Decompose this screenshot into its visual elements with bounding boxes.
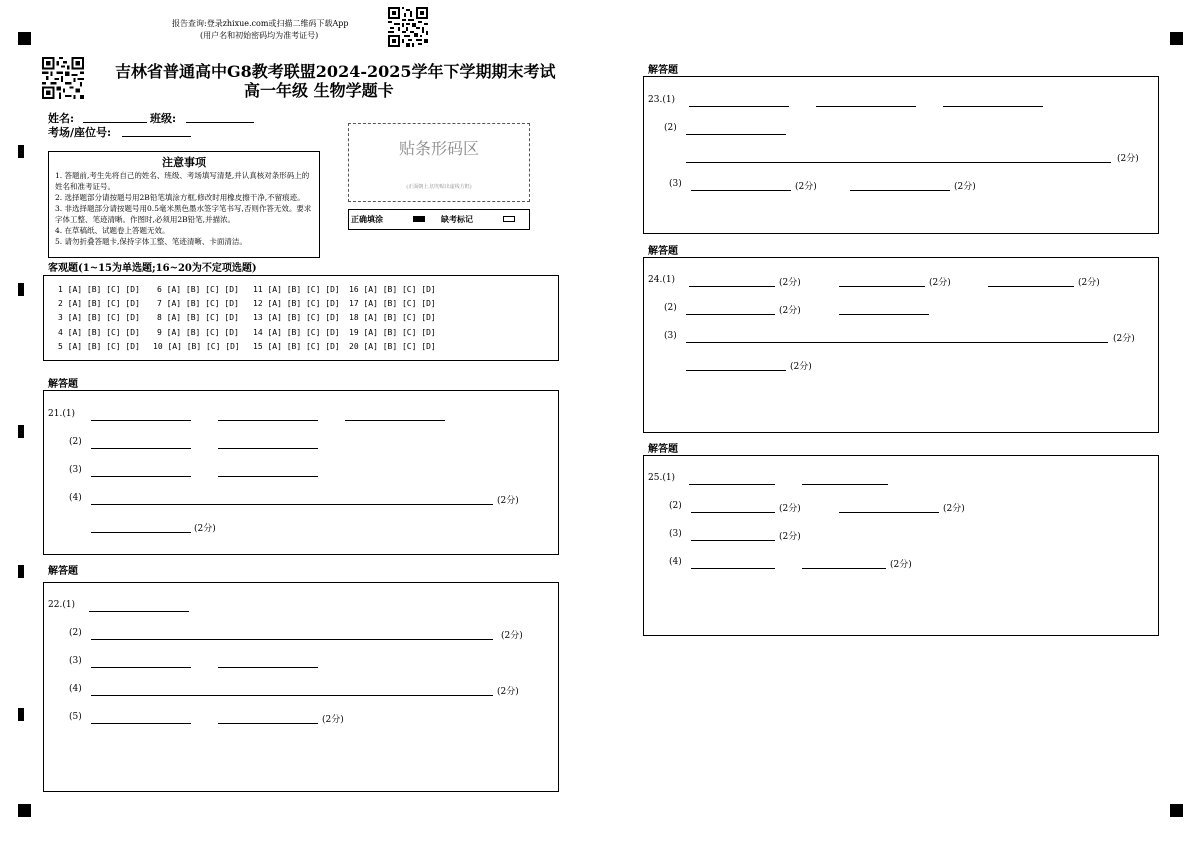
- notice-item: 2. 选择题部分请按题号用2B铅笔填涂方框,修改时用橡皮擦干净,不留痕迹。: [55, 193, 305, 202]
- notice-item: 1. 答题前,考生先将自己的姓名、班级、考场填写清楚,并认真核对条形码上的姓名和准考证号。: [55, 171, 310, 191]
- correct-fill-label: 正确填涂: [351, 214, 383, 224]
- absent-mark-checkbox[interactable]: [503, 216, 515, 222]
- qr-code-icon: [388, 7, 428, 47]
- answer-line[interactable]: [686, 134, 786, 135]
- answer-line[interactable]: [691, 568, 775, 569]
- answer-line[interactable]: [839, 286, 925, 287]
- answer-line[interactable]: [91, 639, 493, 640]
- q23-3-label: (3): [669, 179, 682, 189]
- report-query-note: 报告查询:登录zhixue.com或扫描二维码下载App: [172, 19, 349, 28]
- answer-line[interactable]: [686, 342, 1108, 343]
- points-label: (2分): [929, 278, 951, 288]
- points-label: (2分): [954, 182, 976, 192]
- answer-line[interactable]: [89, 611, 189, 612]
- choice-q5[interactable]: 5 [A] [B] [C] [D]: [58, 342, 140, 351]
- answer-line[interactable]: [91, 504, 493, 505]
- absent-mark-label: 缺考标记: [441, 214, 473, 224]
- answer-line[interactable]: [689, 484, 775, 485]
- choice-q17[interactable]: 17 [A] [B] [C] [D]: [349, 299, 436, 308]
- class-field[interactable]: [186, 122, 254, 123]
- points-label: (2分): [497, 496, 519, 506]
- objective-box: [43, 275, 559, 361]
- choice-q11[interactable]: 11 [A] [B] [C] [D]: [253, 285, 340, 294]
- notice-box: [48, 151, 320, 258]
- points-label: (2分): [890, 560, 912, 570]
- answer-box-q22: [43, 582, 559, 792]
- answer-line[interactable]: [689, 286, 775, 287]
- q21-3-label: (3): [69, 465, 82, 475]
- answer-line[interactable]: [689, 106, 789, 107]
- q21-1-label: 21.(1): [48, 409, 76, 419]
- timing-mark-side: [18, 425, 24, 438]
- q22-5-label: (5): [69, 712, 82, 722]
- q25-1-label: 25.(1): [648, 473, 676, 483]
- choice-q4[interactable]: 4 [A] [B] [C] [D]: [58, 328, 140, 337]
- choice-q20[interactable]: 20 [A] [B] [C] [D]: [349, 342, 436, 351]
- section-heading: 解答题: [648, 246, 678, 257]
- q22-2-label: (2): [69, 628, 82, 638]
- answer-box-q21: [43, 390, 559, 555]
- choice-q16[interactable]: 16 [A] [B] [C] [D]: [349, 285, 436, 294]
- choice-q1[interactable]: 1 [A] [B] [C] [D]: [58, 285, 140, 294]
- answer-line[interactable]: [839, 512, 939, 513]
- credential-note: (用户名和初始密码均为准考证号): [200, 31, 319, 40]
- q22-1-label: 22.(1): [48, 600, 76, 610]
- timing-mark-top-left: [18, 32, 31, 45]
- barcode-area: [348, 123, 530, 202]
- section-heading: 解答题: [648, 65, 678, 76]
- class-label: 班级:: [150, 112, 177, 125]
- q25-4-label: (4): [669, 557, 682, 567]
- choice-q13[interactable]: 13 [A] [B] [C] [D]: [253, 313, 340, 322]
- answer-line[interactable]: [691, 540, 775, 541]
- name-label: 姓名:: [48, 112, 75, 125]
- timing-mark-side: [18, 283, 24, 296]
- points-label: (2分): [1117, 154, 1139, 164]
- points-label: (2分): [322, 715, 344, 725]
- q24-1-label: 24.(1): [648, 275, 676, 285]
- q21-2-label: (2): [69, 437, 82, 447]
- answer-line[interactable]: [943, 106, 1043, 107]
- answer-line[interactable]: [691, 190, 791, 191]
- q23-2-label: (2): [664, 123, 677, 133]
- answer-line[interactable]: [218, 420, 318, 421]
- choice-q8[interactable]: 8 [A] [B] [C] [D]: [157, 313, 239, 322]
- answer-box-q23: [643, 76, 1159, 234]
- choice-q2[interactable]: 2 [A] [B] [C] [D]: [58, 299, 140, 308]
- section-heading: 解答题: [648, 444, 678, 455]
- q21-4-label: (4): [69, 493, 82, 503]
- seat-field[interactable]: [122, 136, 191, 137]
- choice-q19[interactable]: 19 [A] [B] [C] [D]: [349, 328, 436, 337]
- answer-line[interactable]: [91, 532, 191, 533]
- timing-mark-top-right: [1170, 32, 1183, 45]
- q24-2-label: (2): [664, 303, 677, 313]
- qr-code-icon: [42, 57, 84, 99]
- timing-mark-side: [18, 565, 24, 578]
- choice-q10[interactable]: 10 [A] [B] [C] [D]: [153, 342, 240, 351]
- answer-line[interactable]: [91, 695, 493, 696]
- points-label: (2分): [779, 306, 801, 316]
- choice-q6[interactable]: 6 [A] [B] [C] [D]: [157, 285, 239, 294]
- answer-line[interactable]: [91, 420, 191, 421]
- seat-label: 考场/座位号:: [48, 126, 112, 139]
- notice-item: 3. 非选择题部分请按题号用0.5毫米黑色墨水签字笔书写,否则作答无效。要求字体工整、笔迹清晰。作图时,必须用2B铅笔,并描浓。: [55, 204, 312, 224]
- notice-item: 5. 请勿折叠答题卡,保持字体工整、笔迹清晰、卡面清洁。: [55, 237, 247, 246]
- points-label: (2分): [194, 524, 216, 534]
- points-label: (2分): [779, 532, 801, 542]
- answer-line[interactable]: [345, 420, 445, 421]
- answer-line[interactable]: [802, 568, 886, 569]
- answer-line[interactable]: [686, 370, 786, 371]
- answer-line[interactable]: [218, 448, 318, 449]
- answer-line[interactable]: [816, 106, 916, 107]
- notice-item: 4. 在草稿纸、试题卷上答题无效。: [55, 226, 170, 235]
- answer-line[interactable]: [988, 286, 1074, 287]
- exam-title: 吉林省普通高中G8教考联盟2024-2025学年下学期期末考试: [115, 62, 556, 81]
- points-label: (2分): [1078, 278, 1100, 288]
- answer-box-q25: [643, 455, 1159, 636]
- timing-mark-side: [18, 145, 24, 158]
- points-label: (2分): [779, 504, 801, 514]
- fill-legend: [348, 209, 530, 230]
- objective-heading: 客观题(1~15为单选题;16~20为不定项选题): [48, 263, 257, 274]
- points-label: (2分): [779, 278, 801, 288]
- choice-q3[interactable]: 3 [A] [B] [C] [D]: [58, 313, 140, 322]
- points-label: (2分): [943, 504, 965, 514]
- points-label: (2分): [795, 182, 817, 192]
- q24-3-label: (3): [664, 331, 677, 341]
- answer-line[interactable]: [691, 512, 775, 513]
- timing-mark-side: [18, 708, 24, 721]
- points-label: (2分): [790, 362, 812, 372]
- q23-1-label: 23.(1): [648, 95, 676, 105]
- correct-fill-swatch: [413, 216, 425, 222]
- barcode-area-hint: (正面朝上,切勿贴出虚线方框): [406, 184, 472, 190]
- timing-mark-bottom-right: [1170, 804, 1183, 817]
- section-heading: 解答题: [48, 379, 78, 390]
- notice-title: 注意事项: [162, 156, 206, 169]
- choice-q12[interactable]: 12 [A] [B] [C] [D]: [253, 299, 340, 308]
- answer-line[interactable]: [839, 314, 929, 315]
- points-label: (2分): [497, 687, 519, 697]
- q22-3-label: (3): [69, 656, 82, 666]
- answer-line[interactable]: [91, 448, 191, 449]
- choice-q15[interactable]: 15 [A] [B] [C] [D]: [253, 342, 340, 351]
- points-label: (2分): [1113, 334, 1135, 344]
- q25-3-label: (3): [669, 529, 682, 539]
- answer-line[interactable]: [218, 667, 318, 668]
- answer-line[interactable]: [218, 476, 318, 477]
- q25-2-label: (2): [669, 501, 682, 511]
- answer-line[interactable]: [686, 162, 1111, 163]
- answer-line[interactable]: [218, 723, 318, 724]
- exam-subtitle: 高一年级 生物学题卡: [244, 81, 394, 100]
- answer-line[interactable]: [850, 190, 950, 191]
- choice-q9[interactable]: 9 [A] [B] [C] [D]: [157, 328, 239, 337]
- points-label: (2分): [501, 631, 523, 641]
- choice-q7[interactable]: 7 [A] [B] [C] [D]: [157, 299, 239, 308]
- choice-q18[interactable]: 18 [A] [B] [C] [D]: [349, 313, 436, 322]
- answer-line[interactable]: [802, 484, 888, 485]
- section-heading: 解答题: [48, 566, 78, 577]
- answer-line[interactable]: [91, 723, 191, 724]
- name-field[interactable]: [83, 122, 147, 123]
- answer-line[interactable]: [686, 314, 775, 315]
- q22-4-label: (4): [69, 684, 82, 694]
- choice-q14[interactable]: 14 [A] [B] [C] [D]: [253, 328, 340, 337]
- timing-mark-bottom-left: [18, 804, 31, 817]
- answer-line[interactable]: [91, 476, 191, 477]
- answer-line[interactable]: [91, 667, 191, 668]
- barcode-area-title: 贴条形码区: [398, 139, 479, 158]
